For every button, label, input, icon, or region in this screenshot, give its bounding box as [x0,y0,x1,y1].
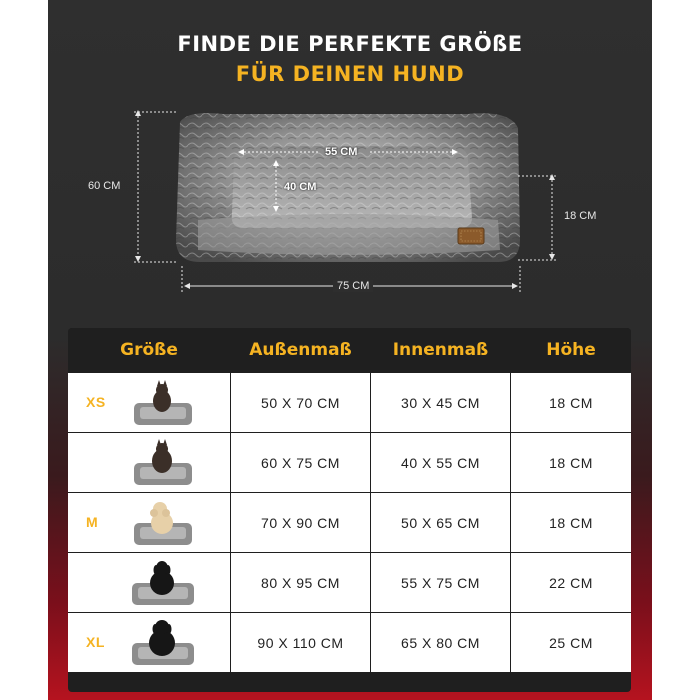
dog-bed-thumbnail-icon [130,559,196,607]
inner-width-label: 55 CM [325,146,358,158]
size-cell [68,553,230,612]
outer-depth-label: 60 CM [88,180,121,192]
table-row [68,553,631,613]
inner-cell: 65 X 80 CM [371,613,510,672]
size-code: M [86,514,99,530]
header-size: Größe [120,340,178,360]
title-line-1: FINDE DIE PERFEKTE GRÖßE [177,32,523,56]
outer-cell: 60 X 75 CM [231,433,370,492]
table-row [68,613,631,673]
height-cell: 22 CM [511,553,631,612]
bed-illustration [48,100,652,300]
height-cell: 18 CM [511,373,631,432]
inner-depth-label: 40 CM [284,181,317,193]
size-code: XL [86,634,105,650]
height-label: 18 CM [564,210,597,222]
size-cell [68,433,230,492]
size-cell [68,373,230,432]
table-row [68,373,631,433]
dog-bed-thumbnail-icon [130,499,196,547]
outer-width-label: 75 CM [333,280,373,292]
outer-cell: 50 X 70 CM [231,373,370,432]
size-code: XS [86,394,106,410]
height-cell: 18 CM [511,433,631,492]
header-inner: Innenmaß [392,340,489,360]
title-line-2: FÜR DEINEN HUND [235,62,465,86]
height-cell: 25 CM [511,613,631,672]
bed-image [48,100,652,300]
size-cell [68,613,230,672]
table-row [68,433,631,493]
inner-cell: 40 X 55 CM [371,433,510,492]
outer-cell: 70 X 90 CM [231,493,370,552]
outer-cell: 90 X 110 CM [231,613,370,672]
inner-cell: 50 X 65 CM [371,493,510,552]
dog-bed-thumbnail-icon [130,379,196,427]
table-row [68,493,631,553]
header-outer: Außenmaß [249,340,352,360]
height-cell: 18 CM [511,493,631,552]
outer-cell: 80 X 95 CM [231,553,370,612]
inner-cell: 55 X 75 CM [371,553,510,612]
infographic-panel [48,0,652,700]
dog-bed-thumbnail-icon [130,619,196,667]
size-cell [68,493,230,552]
inner-cell: 30 X 45 CM [371,373,510,432]
size-table [68,328,631,692]
header-height: Höhe [546,340,596,360]
dog-bed-thumbnail-icon [130,439,196,487]
table-header [68,328,631,372]
